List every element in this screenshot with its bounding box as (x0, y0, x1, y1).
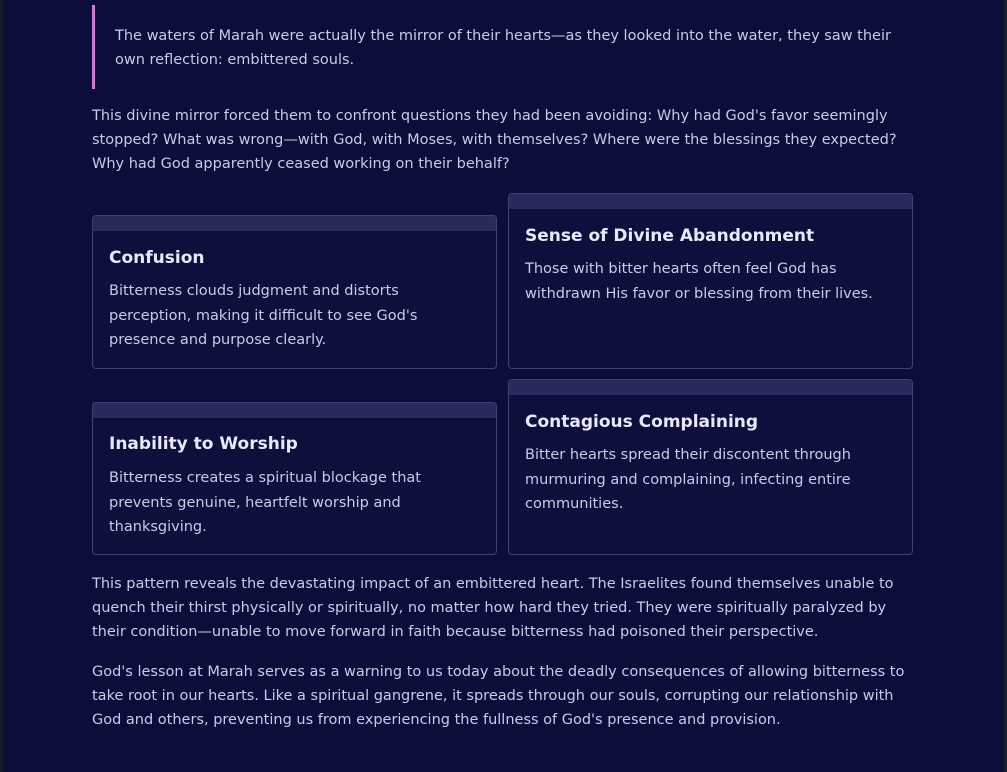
window-frame-left (0, 0, 3, 772)
card-title: Contagious Complaining (525, 412, 759, 432)
blockquote-text: The waters of Marah were actually the mirror of their hearts—as they looked into the water, they saw their own reflection: embittered souls. (115, 28, 891, 68)
intro-paragraph: This divine mirror forced them to confront questions they had been avoiding: Why had God's favor seemingly stopped? What was wrong—with God, with Moses, with themselves? Where were the blessings they expected? Why had God apparently ceased working on their behalf? (92, 108, 897, 172)
card-body: Bitterness clouds judgment and distorts perception, making it difficult to see God's presence and purpose clearly. (109, 283, 418, 348)
card-title: Confusion (109, 248, 205, 268)
card-body: Bitter hearts spread their discontent through murmuring and complaining, infecting entire communities. (525, 447, 851, 512)
pattern-paragraph: This pattern reveals the devastating impact of an embittered heart. The Israelites found themselves unable to quench their thirst physically or spiritually, no matter how hard they tried. They were spiritually paralyzed by their condition—unable to move forward in faith because bitterness had poisoned their perspective. (92, 576, 894, 640)
lesson-paragraph: God's lesson at Marah serves as a warning to us today about the deadly consequences of allowing bitterness to take root in our hearts. Like a spiritual gangrene, it spreads through our souls, corrupting our relationship with God and others, preventing us from experiencing the fullness of God's presence and provision. (92, 664, 905, 728)
card-header-bar (509, 194, 912, 209)
card-header-bar (93, 403, 496, 418)
card-header-bar (509, 380, 912, 395)
card-title: Inability to Worship (109, 434, 298, 454)
card-body: Bitterness creates a spiritual blockage that prevents genuine, heartfelt worship and thanksgiving. (109, 470, 421, 535)
card-contagious-complaining (508, 379, 913, 555)
card-confusion (92, 215, 497, 369)
card-title: Sense of Divine Abandonment (525, 226, 815, 246)
card-header-bar (93, 216, 496, 231)
card-divine-abandonment (508, 193, 913, 369)
card-body: Those with bitter hearts often feel God has withdrawn His favor or blessing from their lives. (525, 261, 873, 302)
card-inability-to-worship (92, 402, 497, 555)
blockquote (92, 5, 912, 89)
